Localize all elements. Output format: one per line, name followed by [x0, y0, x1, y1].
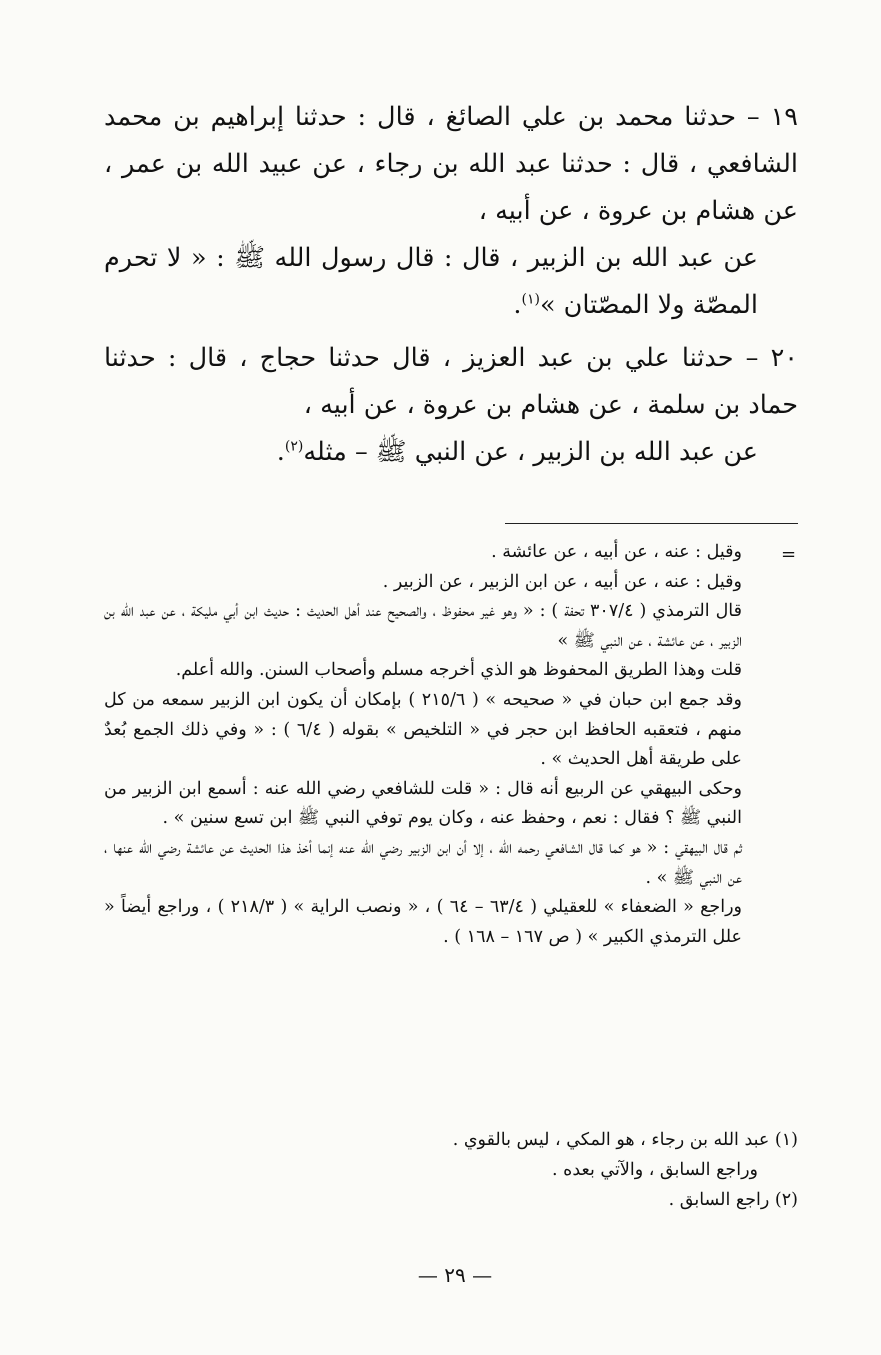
footnote-ref-1[interactable]: (١) [521, 291, 540, 308]
continuation-mark: = [781, 544, 797, 565]
note-paragraph: قال الترمذي ( ٣٠٧/٤ تحفة ) : « وهو غير محفوظ ، والصحيح عند أهل الحديث : حديث ابن أبي مليكة ، عن عبد الله بن الزبير ، عن عائشة ، عن النبي ﷺ » [104, 601, 742, 651]
hadith-19-isnad: ١٩ – حدثنا محمد بن علي الصائغ ، قال : حدثنا إبراهيم بن محمد الشافعي ، قال : حدثنا عبد الله بن رجاء ، عن عبيد الله بن عمر ، عن هشام بن عروة ، عن أبيه ، [104, 102, 798, 226]
hadith-20-end: . [276, 437, 285, 467]
note-line: وقيل : عنه ، عن أبيه ، عن ابن الزبير ، عن الزبير . [382, 571, 742, 592]
hadith-19-text: عن عبد الله بن الزبير ، قال : قال رسول الله ﷺ : « لا تحرم المصّة ولا المصّتان » [104, 243, 758, 320]
note-paragraph: وقد جمع ابن حبان في « صحيحه » ( ٢١٥/٦ ) بإمكان أن يكون ابن الزبير سمعه من كل منهم ، فتعقبه الحافظ ابن حجر في « التلخيص » بقوله ( ٦/٤ ) : « وفي ذلك الجمع بُعدٌ على طريقة أهل الحديث » . [104, 689, 742, 770]
footnote-ref-2[interactable]: (٢) [284, 438, 304, 455]
hadith-19-matn [104, 235, 798, 329]
footnote-1-continued: وراجع السابق ، والآتي بعده . [552, 1160, 758, 1180]
note-paragraph: وحكى البيهقي عن الربيع أنه قال : « قلت للشافعي رضي الله عنه : أسمع ابن الزبير من النبي ﷺ ؟ فقال : نعم ، وحفظ عنه ، وكان يوم توفي النبي ﷺ ابن تسع سنين » . [104, 778, 742, 829]
hadith-20-isnad: ٢٠ – حدثنا علي بن عبد العزيز ، قال حدثنا حجاج ، قال : حدثنا حماد بن سلمة ، عن هشام بن عروة ، عن أبيه ، [104, 343, 798, 420]
footnote-1: (١) عبد الله بن رجاء ، هو المكي ، ليس بالقوي . [452, 1130, 798, 1150]
note-paragraph: وراجع « الضعفاء » للعقيلي ( ٦٣/٤ – ٦٤ ) ، « ونصب الراية » ( ٢١٨/٣ ) ، وراجع أيضاً « علل الترمذي الكبير » ( ص ١٦٧ – ١٦٨ ) . [104, 897, 742, 947]
footnote-2: (٢) راجع السابق . [668, 1190, 798, 1210]
note-paragraph: ثم قال البيهقي : « هو كما قال الشافعي رحمه الله ، إلا أن ابن الزبير رضي الله عنه إنما أخذ هذا الحديث عن عائشة رضي الله عنها ، عن النبي ﷺ » . [104, 837, 742, 888]
page-number: — ٢٩ — [417, 1263, 493, 1287]
footnote-divider [505, 523, 798, 524]
hadith-20-text: عن عبد الله بن الزبير ، عن النبي ﷺ – مثله [303, 437, 758, 467]
note-paragraph: قلت وهذا الطريق المحفوظ هو الذي أخرجه مسلم وأصحاب السنن. والله أعلم. [175, 660, 742, 681]
main-text [104, 94, 798, 476]
continued-footnote [104, 538, 764, 952]
hadith-20-matn [104, 429, 798, 476]
note-line: وقيل : عنه ، عن أبيه ، عن عائشة . [491, 542, 742, 562]
hadith-19-end: . [513, 290, 522, 320]
footnotes [104, 1125, 798, 1215]
